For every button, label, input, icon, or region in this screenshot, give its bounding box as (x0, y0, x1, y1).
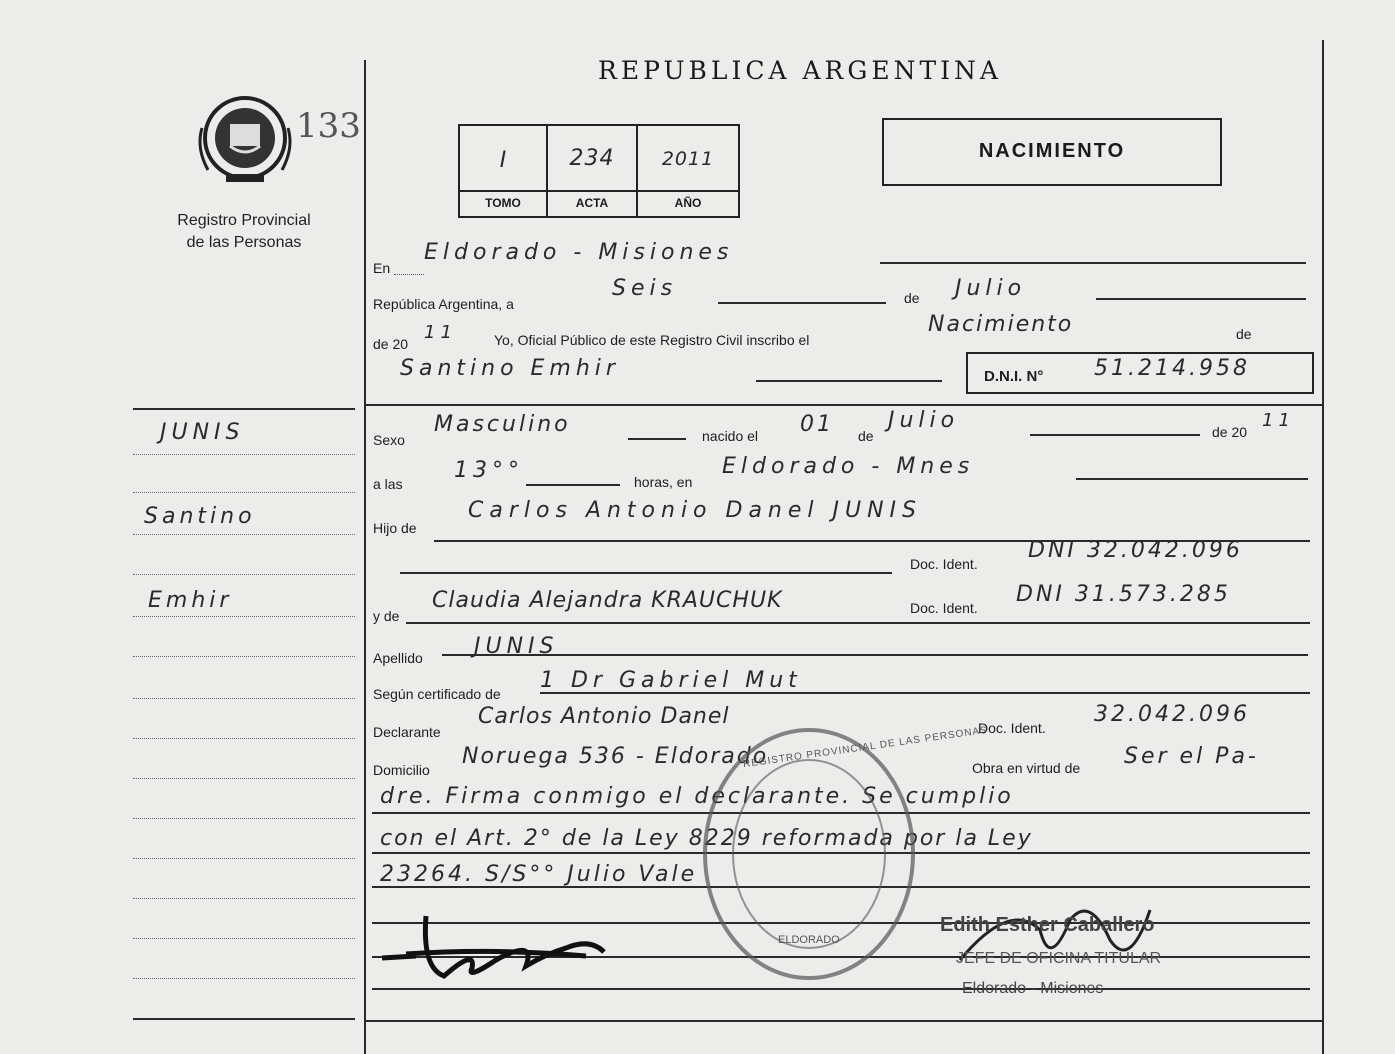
father-name-value: Carlos Antonio Danel JUNIS (468, 498, 923, 523)
label-republica: República Argentina, a (373, 296, 514, 312)
label-en: En (373, 260, 391, 276)
margin-surname: JUNIS (160, 420, 245, 445)
dni-value: 51.214.958 (1094, 356, 1250, 381)
official-signature-icon (950, 890, 1180, 990)
acta-label: ACTA (575, 196, 609, 210)
margin-first-name: Santino (144, 504, 256, 529)
official-title: JEFE DE OFICINA TITULAR (956, 950, 1162, 967)
birth-place-value: Eldorado - Mnes (722, 454, 975, 479)
record-type: NACIMIENTO (978, 140, 1126, 162)
label-yo: Yo, Oficial Público de este Registro Civil inscribo el (494, 332, 810, 348)
label-declarante: Declarante (373, 724, 441, 740)
observation-line-2: con el Art. 2° de la Ley 8229 reformada por la Ley (380, 826, 1033, 851)
obra-value: Ser el Pa- (1124, 744, 1259, 769)
margin-middle-name: Emhir (148, 588, 233, 613)
province-seal-icon (196, 88, 294, 190)
country-title: REPUBLICA ARGENTINA (598, 56, 1002, 85)
hour-value: 13°° (454, 458, 524, 483)
label-de20: de 20 (373, 336, 409, 352)
label-dni: D.N.I. N° (984, 368, 1044, 385)
stamp-city: ELDORADO (778, 934, 840, 946)
year-short-value: 11 (424, 322, 457, 343)
certificate-value: 1 Dr Gabriel Mut (540, 668, 802, 693)
anio-value: 2011 (661, 148, 715, 170)
label-hijo: Hijo de (373, 520, 417, 536)
official-name: Edith Esther Caballero (940, 914, 1155, 936)
registry-name-line1: Registro Provincial (177, 212, 311, 229)
mother-name-value: Claudia Alejandra KRAUCHUK (432, 588, 783, 613)
declarant-value: Carlos Antonio Danel (478, 704, 730, 729)
mother-doc-value: DNI 31.573.285 (1016, 582, 1231, 607)
stamp-text: REGISTRO PROVINCIAL DE LAS PERSONAS (742, 724, 989, 771)
label-doc-ident-1: Doc. Ident. (910, 556, 978, 572)
record-type-box (882, 118, 1222, 186)
child-name-value: Santino Emhir (400, 356, 620, 381)
surname-value: JUNIS (474, 634, 559, 659)
label-obra: Obra en virtud de (972, 760, 1081, 776)
label-doc-ident-2: Doc. Ident. (910, 600, 978, 616)
label-doc-ident-3: Doc. Ident. (978, 720, 1046, 736)
left-column-rule (364, 60, 366, 1054)
acta-value: 234 (569, 146, 615, 171)
act-value: Nacimiento (928, 312, 1074, 337)
label-sexo: Sexo (373, 432, 405, 448)
label-horas: horas, en (634, 474, 693, 490)
place-value: Eldorado - Misiones (424, 240, 734, 265)
label-de20-b: de 20 (1212, 424, 1248, 440)
label-domicilio: Domicilio (373, 762, 430, 778)
birth-month-value: Julio (888, 408, 960, 433)
official-location: Eldorado - Misiones (962, 980, 1104, 997)
label-de-3: de (858, 428, 874, 444)
dni-box (966, 352, 1314, 394)
label-nacido: nacido el (702, 428, 759, 444)
reference-box (458, 124, 740, 218)
label-alas: a las (373, 476, 403, 492)
label-segun: Según certificado de (373, 686, 501, 702)
page-number: 133 (296, 106, 361, 146)
month-value: Julio (955, 276, 1027, 301)
tomo-label: TOMO (485, 196, 521, 210)
day-text-value: Seis (612, 276, 678, 301)
address-value: Noruega 536 - Eldorado (462, 744, 769, 769)
sex-value: Masculino (434, 412, 571, 437)
declarant-doc-value: 32.042.096 (1094, 702, 1250, 727)
right-border-rule (1322, 40, 1324, 1054)
tomo-value: I (499, 148, 507, 173)
label-apellido: Apellido (373, 650, 423, 666)
label-de-1: de (904, 290, 920, 306)
birth-day-value: 01 (800, 412, 834, 437)
label-de-2: de (1236, 326, 1252, 342)
label-yde: y de (373, 608, 400, 624)
birth-year-value: 11 (1262, 410, 1295, 431)
declarant-signature-icon (376, 908, 616, 988)
observation-line-3: 23264. S/S°° Julio Vale (380, 862, 698, 887)
anio-label: AÑO (674, 196, 702, 210)
father-doc-value: DNI 32.042.096 (1028, 538, 1243, 563)
observation-line-1: dre. Firma conmigo el declarante. Se cumplio (380, 784, 1014, 809)
registry-name-line2: de las Personas (186, 234, 302, 251)
